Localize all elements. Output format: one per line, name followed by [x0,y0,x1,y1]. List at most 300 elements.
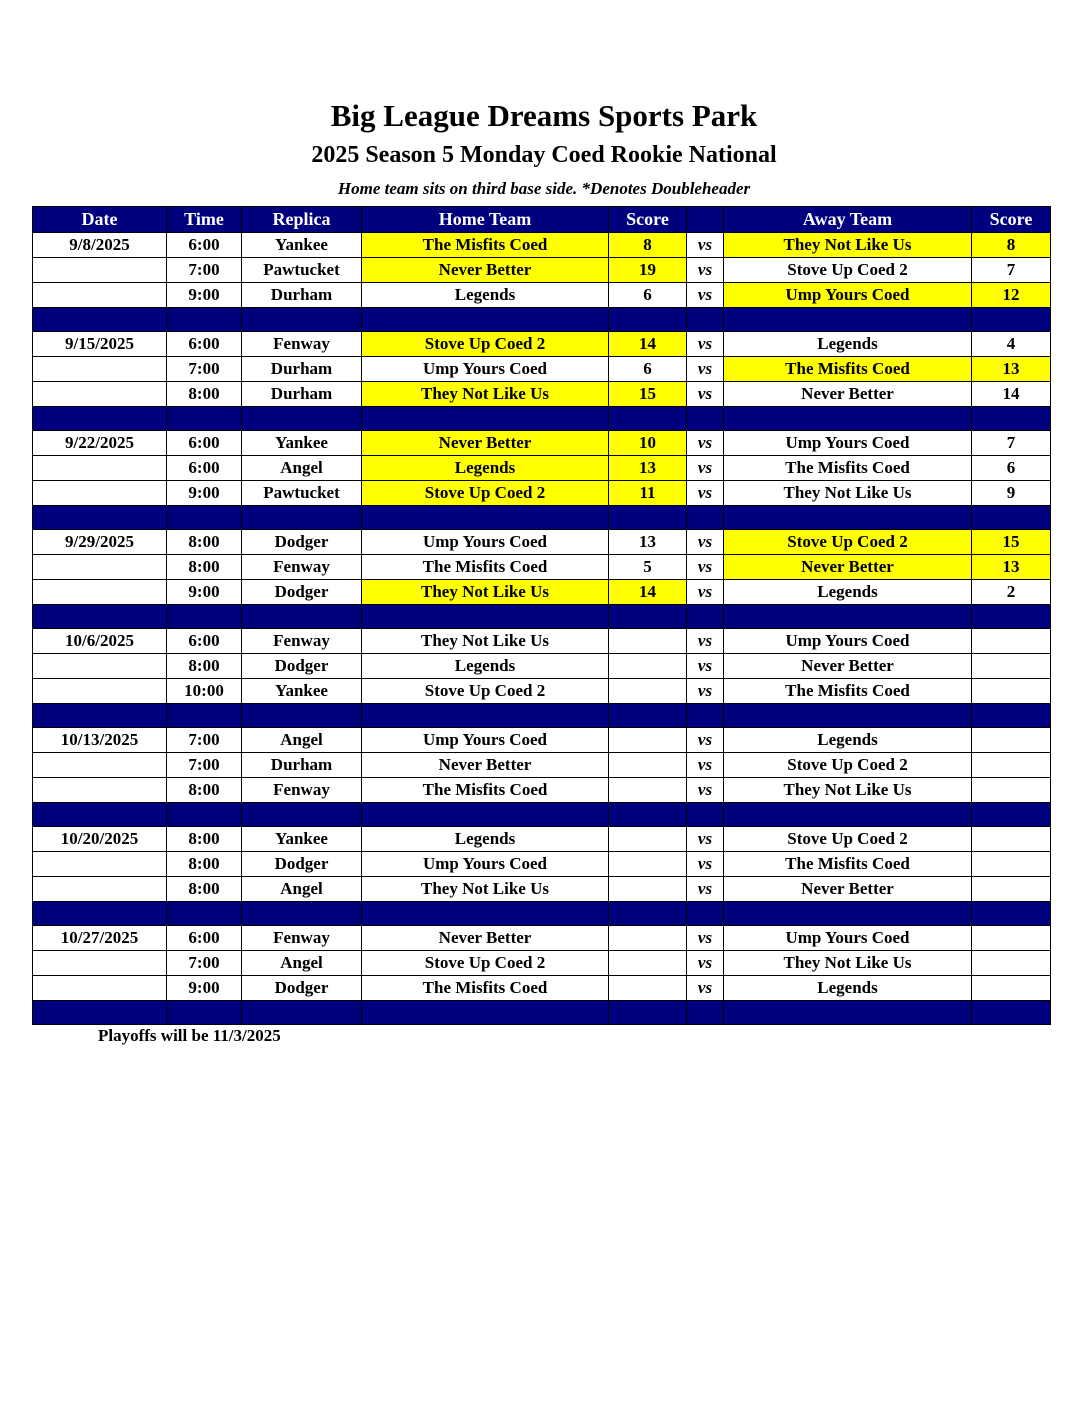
game-date [33,679,167,704]
separator-cell [242,506,362,530]
home-score [609,778,687,803]
home-score: 19 [609,258,687,283]
game-date: 10/20/2025 [33,827,167,852]
home-score: 13 [609,456,687,481]
away-team: Legends [724,728,972,753]
col-date-header: Date [33,207,167,233]
game-time: 6:00 [167,332,242,357]
separator-cell [33,506,167,530]
separator-cell [167,1001,242,1025]
separator-cell [609,704,687,728]
game-date [33,258,167,283]
vs-label: vs [687,654,724,679]
game-replica: Dodger [242,530,362,555]
away-score: 12 [972,283,1051,308]
separator-cell [724,704,972,728]
away-team: Legends [724,976,972,1001]
vs-label: vs [687,877,724,902]
home-score [609,951,687,976]
game-time: 8:00 [167,382,242,407]
home-team: Stove Up Coed 2 [362,332,609,357]
game-replica: Pawtucket [242,481,362,506]
separator-cell [972,803,1051,827]
game-row [33,481,1051,506]
home-team: They Not Like Us [362,382,609,407]
away-team: Stove Up Coed 2 [724,827,972,852]
away-score: 15 [972,530,1051,555]
separator-cell [242,308,362,332]
game-row [33,382,1051,407]
game-replica: Fenway [242,629,362,654]
game-replica: Pawtucket [242,258,362,283]
col-time-header: Time [167,207,242,233]
away-score [972,629,1051,654]
away-team: Stove Up Coed 2 [724,258,972,283]
away-score [972,852,1051,877]
home-score: 6 [609,357,687,382]
separator-cell [724,902,972,926]
away-team: Legends [724,580,972,605]
game-date [33,951,167,976]
game-time: 6:00 [167,629,242,654]
home-team: Never Better [362,926,609,951]
home-score: 14 [609,580,687,605]
game-time: 8:00 [167,778,242,803]
separator-cell [167,902,242,926]
game-row [33,332,1051,357]
home-score: 14 [609,332,687,357]
game-time: 9:00 [167,976,242,1001]
home-team: Legends [362,654,609,679]
week-separator-row [33,308,1051,332]
game-replica: Dodger [242,580,362,605]
separator-cell [687,506,724,530]
away-team: Stove Up Coed 2 [724,753,972,778]
game-row [33,753,1051,778]
schedule-body [33,233,1051,1025]
separator-cell [972,704,1051,728]
header-row [33,207,1051,233]
game-replica: Durham [242,753,362,778]
separator-cell [33,308,167,332]
game-replica: Durham [242,357,362,382]
separator-cell [972,407,1051,431]
away-team: Ump Yours Coed [724,431,972,456]
home-team: Ump Yours Coed [362,728,609,753]
separator-cell [33,803,167,827]
game-date: 10/13/2025 [33,728,167,753]
separator-cell [242,704,362,728]
game-row [33,555,1051,580]
vs-label: vs [687,976,724,1001]
game-row [33,357,1051,382]
separator-cell [362,902,609,926]
separator-cell [687,1001,724,1025]
away-team: Never Better [724,555,972,580]
game-date [33,976,167,1001]
game-date: 9/22/2025 [33,431,167,456]
week-separator-row [33,704,1051,728]
game-time: 9:00 [167,481,242,506]
away-score [972,976,1051,1001]
vs-label: vs [687,778,724,803]
schedule-note: Home team sits on third base side. *Denotes Doubleheader [337,179,751,198]
away-team: They Not Like Us [724,778,972,803]
playoffs-note: Playoffs will be 11/3/2025 [98,1026,281,1045]
home-score: 8 [609,233,687,258]
game-date: 9/8/2025 [33,233,167,258]
game-replica: Yankee [242,431,362,456]
home-score [609,827,687,852]
separator-cell [33,407,167,431]
game-replica: Dodger [242,852,362,877]
game-time: 6:00 [167,233,242,258]
game-row [33,431,1051,456]
away-team: Legends [724,332,972,357]
away-team: They Not Like Us [724,481,972,506]
separator-cell [687,605,724,629]
week-separator-row [33,605,1051,629]
separator-cell [687,803,724,827]
away-team: Never Better [724,382,972,407]
col-away-score-header: Score [972,207,1051,233]
game-row [33,679,1051,704]
game-time: 8:00 [167,877,242,902]
separator-cell [33,902,167,926]
home-team: They Not Like Us [362,580,609,605]
game-time: 9:00 [167,283,242,308]
separator-cell [972,605,1051,629]
game-row [33,778,1051,803]
vs-label: vs [687,431,724,456]
home-score [609,728,687,753]
vs-label: vs [687,728,724,753]
away-team: Ump Yours Coed [724,283,972,308]
home-team: Legends [362,456,609,481]
game-row [33,951,1051,976]
separator-cell [242,1001,362,1025]
game-date [33,555,167,580]
vs-label: vs [687,629,724,654]
home-score: 11 [609,481,687,506]
home-team: Never Better [362,431,609,456]
game-replica: Angel [242,728,362,753]
separator-cell [167,506,242,530]
game-time: 8:00 [167,827,242,852]
game-date [33,456,167,481]
col-home-team-header: Home Team [362,207,609,233]
vs-label: vs [687,926,724,951]
game-replica: Yankee [242,233,362,258]
game-row [33,233,1051,258]
home-score: 13 [609,530,687,555]
game-time: 6:00 [167,456,242,481]
separator-cell [362,407,609,431]
home-team: Ump Yours Coed [362,357,609,382]
separator-cell [972,902,1051,926]
away-score [972,679,1051,704]
separator-cell [609,605,687,629]
game-replica: Fenway [242,555,362,580]
away-team: The Misfits Coed [724,679,972,704]
game-date [33,580,167,605]
game-replica: Angel [242,951,362,976]
home-team: Legends [362,283,609,308]
game-replica: Angel [242,456,362,481]
away-score [972,926,1051,951]
game-row [33,976,1051,1001]
vs-label: vs [687,332,724,357]
week-separator-row [33,1001,1051,1025]
game-time: 7:00 [167,951,242,976]
separator-cell [724,803,972,827]
separator-cell [167,704,242,728]
game-date [33,753,167,778]
away-score: 14 [972,382,1051,407]
game-date: 10/6/2025 [33,629,167,654]
game-replica: Durham [242,283,362,308]
away-score [972,654,1051,679]
separator-cell [362,605,609,629]
separator-cell [167,407,242,431]
vs-label: vs [687,283,724,308]
game-row [33,926,1051,951]
game-row [33,283,1051,308]
home-team: Ump Yours Coed [362,530,609,555]
away-score [972,827,1051,852]
separator-cell [724,605,972,629]
week-separator-row [33,506,1051,530]
home-team: They Not Like Us [362,629,609,654]
game-date: 9/29/2025 [33,530,167,555]
game-replica: Angel [242,877,362,902]
game-row [33,728,1051,753]
home-score [609,926,687,951]
vs-label: vs [687,258,724,283]
home-score [609,753,687,778]
away-team: They Not Like Us [724,951,972,976]
away-score [972,951,1051,976]
home-score: 6 [609,283,687,308]
away-team: Ump Yours Coed [724,926,972,951]
col-vs-header [687,207,724,233]
vs-label: vs [687,481,724,506]
game-date [33,877,167,902]
home-score [609,976,687,1001]
home-score [609,654,687,679]
week-separator-row [33,803,1051,827]
separator-cell [609,407,687,431]
vs-label: vs [687,951,724,976]
home-team: The Misfits Coed [362,555,609,580]
separator-cell [362,704,609,728]
game-replica: Fenway [242,778,362,803]
separator-cell [362,308,609,332]
separator-cell [242,902,362,926]
away-score [972,877,1051,902]
away-score: 2 [972,580,1051,605]
home-team: Never Better [362,258,609,283]
col-home-score-header: Score [609,207,687,233]
separator-cell [609,506,687,530]
game-time: 7:00 [167,357,242,382]
separator-cell [242,407,362,431]
away-score [972,728,1051,753]
game-time: 7:00 [167,728,242,753]
separator-cell [724,506,972,530]
game-date [33,382,167,407]
home-team: The Misfits Coed [362,233,609,258]
week-separator-row [33,902,1051,926]
separator-cell [167,803,242,827]
separator-cell [687,407,724,431]
home-score [609,679,687,704]
home-team: The Misfits Coed [362,778,609,803]
game-time: 8:00 [167,852,242,877]
game-date [33,481,167,506]
separator-cell [724,407,972,431]
away-team: Ump Yours Coed [724,629,972,654]
away-team: The Misfits Coed [724,852,972,877]
separator-cell [242,803,362,827]
home-team: Never Better [362,753,609,778]
separator-cell [362,803,609,827]
vs-label: vs [687,233,724,258]
game-replica: Durham [242,382,362,407]
separator-cell [609,308,687,332]
col-replica-header: Replica [242,207,362,233]
game-row [33,580,1051,605]
separator-cell [687,902,724,926]
game-time: 7:00 [167,753,242,778]
vs-label: vs [687,827,724,852]
game-date [33,778,167,803]
home-team: Stove Up Coed 2 [362,679,609,704]
home-team: Legends [362,827,609,852]
away-score: 4 [972,332,1051,357]
away-team: They Not Like Us [724,233,972,258]
vs-label: vs [687,555,724,580]
game-replica: Dodger [242,654,362,679]
game-row [33,456,1051,481]
game-date [33,654,167,679]
separator-cell [609,1001,687,1025]
vs-label: vs [687,456,724,481]
game-time: 8:00 [167,654,242,679]
away-score: 6 [972,456,1051,481]
separator-cell [33,1001,167,1025]
vs-label: vs [687,382,724,407]
away-team: The Misfits Coed [724,357,972,382]
game-time: 6:00 [167,926,242,951]
game-date [33,357,167,382]
col-away-team-header: Away Team [724,207,972,233]
game-date: 10/27/2025 [33,926,167,951]
separator-cell [609,803,687,827]
game-row [33,827,1051,852]
separator-cell [33,605,167,629]
separator-cell [687,704,724,728]
away-team: Stove Up Coed 2 [724,530,972,555]
game-replica: Fenway [242,332,362,357]
game-time: 8:00 [167,555,242,580]
away-team: Never Better [724,654,972,679]
away-score: 13 [972,555,1051,580]
home-score: 15 [609,382,687,407]
page-title: Big League Dreams Sports Park [330,98,758,133]
separator-cell [724,308,972,332]
away-score: 7 [972,431,1051,456]
game-row [33,877,1051,902]
away-score [972,753,1051,778]
game-row [33,654,1051,679]
game-time: 7:00 [167,258,242,283]
game-time: 6:00 [167,431,242,456]
separator-cell [972,308,1051,332]
separator-cell [167,308,242,332]
home-team: Stove Up Coed 2 [362,951,609,976]
game-row [33,629,1051,654]
schedule-table [32,206,1051,1025]
game-time: 9:00 [167,580,242,605]
vs-label: vs [687,852,724,877]
separator-cell [724,1001,972,1025]
vs-label: vs [687,357,724,382]
separator-cell [362,1001,609,1025]
separator-cell [609,902,687,926]
game-row [33,530,1051,555]
away-score: 9 [972,481,1051,506]
game-date [33,283,167,308]
game-row [33,258,1051,283]
away-score: 13 [972,357,1051,382]
home-score: 5 [609,555,687,580]
separator-cell [362,506,609,530]
game-replica: Fenway [242,926,362,951]
vs-label: vs [687,580,724,605]
page-subtitle: 2025 Season 5 Monday Coed Rookie National [311,142,777,168]
separator-cell [167,605,242,629]
home-score [609,629,687,654]
home-score [609,852,687,877]
game-row [33,852,1051,877]
game-date: 9/15/2025 [33,332,167,357]
home-team: The Misfits Coed [362,976,609,1001]
home-score: 10 [609,431,687,456]
away-score: 7 [972,258,1051,283]
away-team: Never Better [724,877,972,902]
separator-cell [242,605,362,629]
week-separator-row [33,407,1051,431]
home-team: Stove Up Coed 2 [362,481,609,506]
away-score [972,778,1051,803]
away-team: The Misfits Coed [724,456,972,481]
home-team: Ump Yours Coed [362,852,609,877]
game-time: 8:00 [167,530,242,555]
home-team: They Not Like Us [362,877,609,902]
game-replica: Yankee [242,679,362,704]
away-score: 8 [972,233,1051,258]
game-replica: Yankee [242,827,362,852]
game-replica: Dodger [242,976,362,1001]
separator-cell [687,308,724,332]
vs-label: vs [687,679,724,704]
vs-label: vs [687,753,724,778]
vs-label: vs [687,530,724,555]
separator-cell [972,1001,1051,1025]
separator-cell [972,506,1051,530]
home-score [609,877,687,902]
